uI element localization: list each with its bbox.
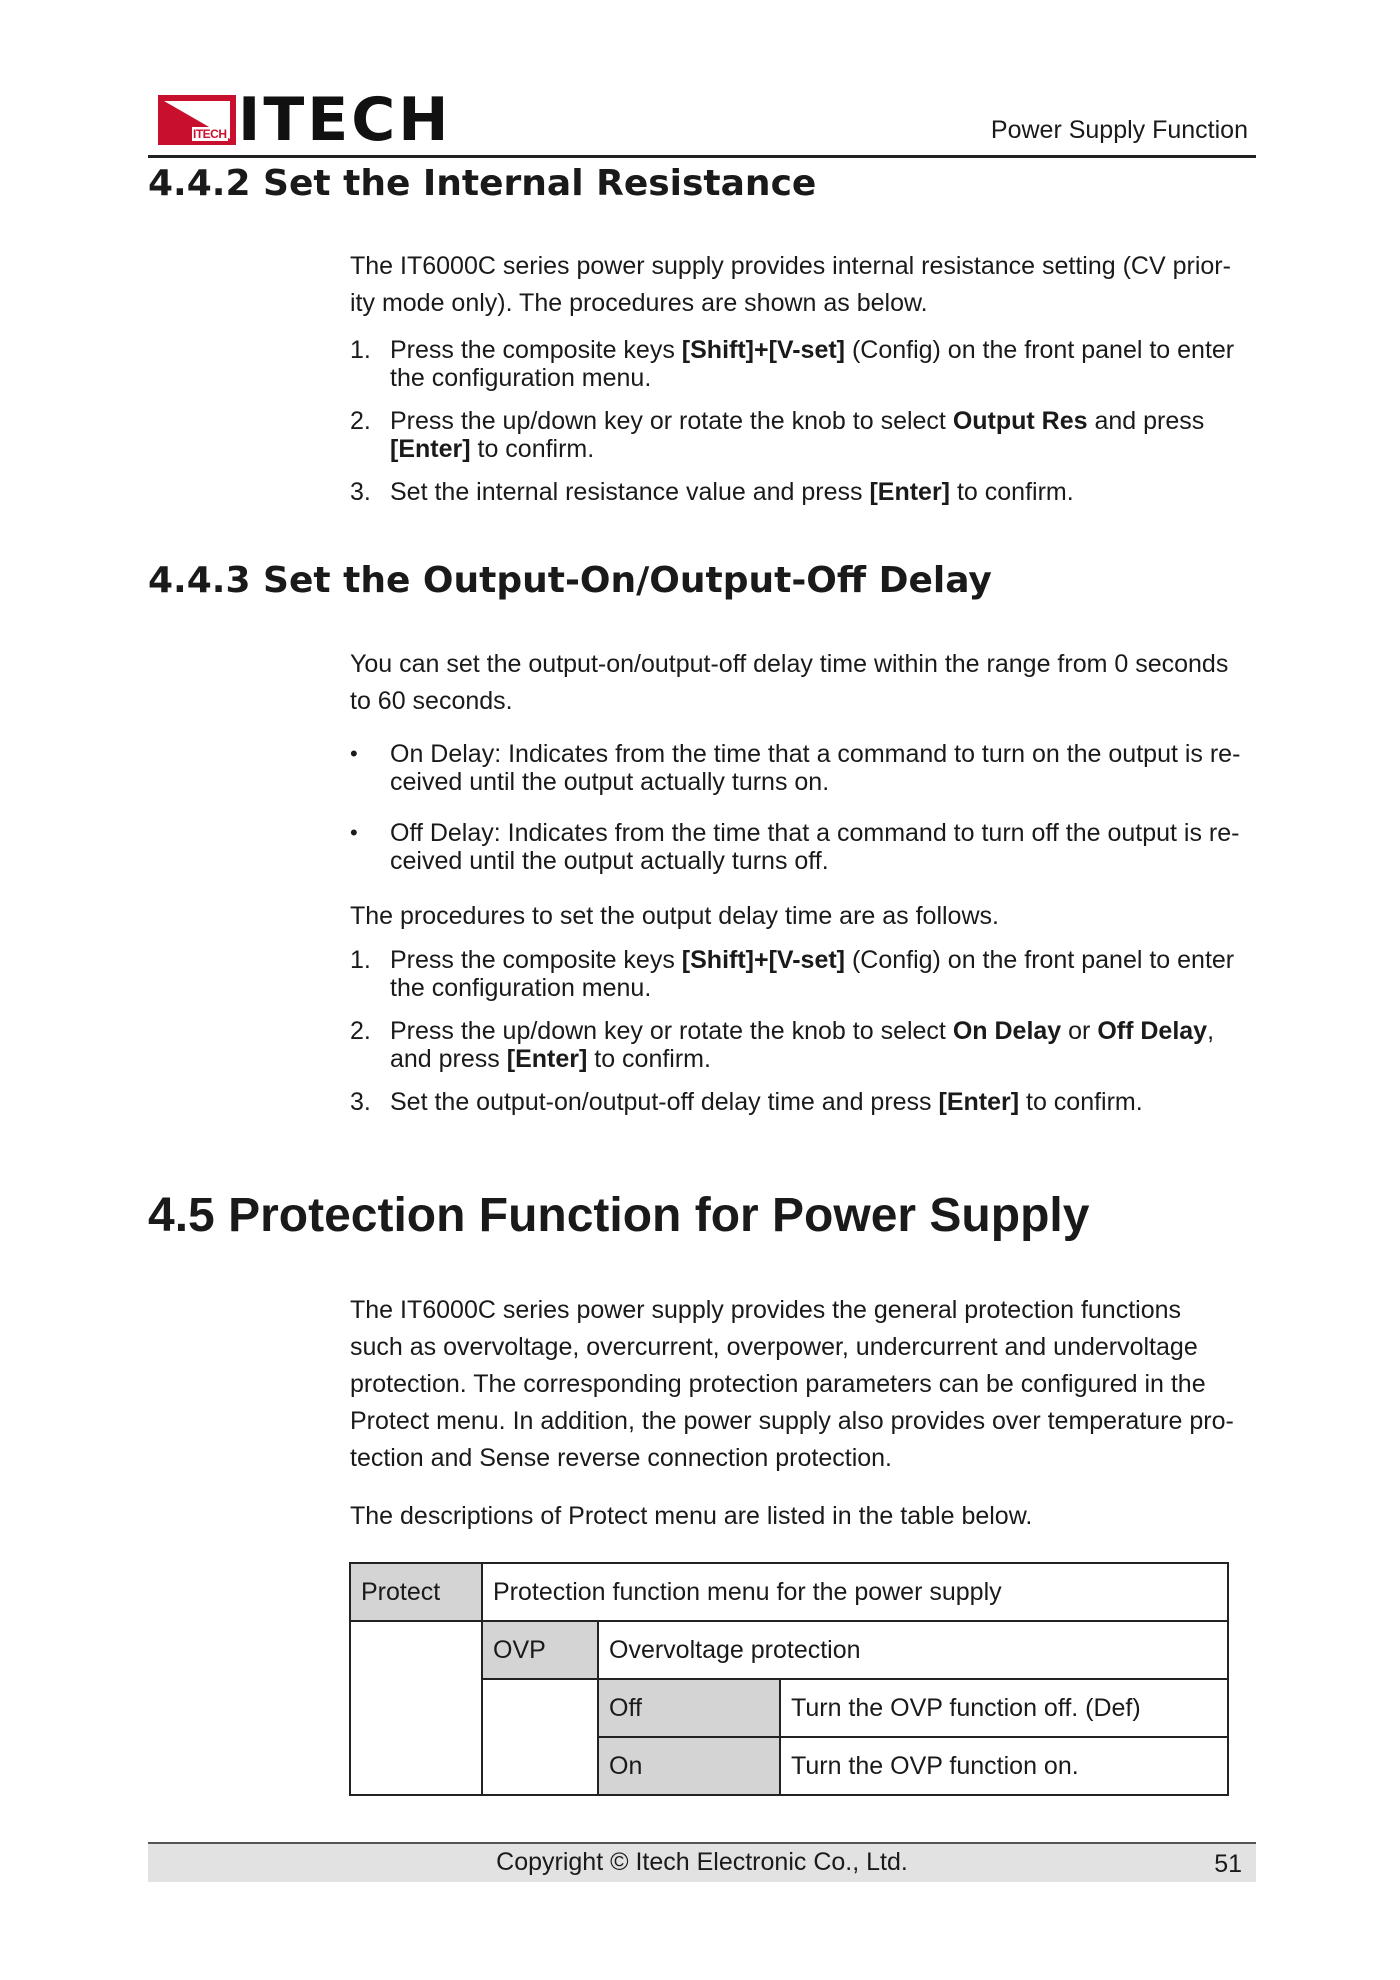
page-footer [148,1842,1256,1882]
table-cell: Turn the OVP function off. (Def) [780,1679,1228,1737]
table-cell: Overvoltage protection [598,1621,1228,1679]
procedures-intro: The procedures to set the output delay time are as follows. [350,902,999,930]
table-cell: Turn the OVP function on. [780,1737,1228,1795]
bullet-item [350,740,1262,796]
copyright-text: Copyright © Itech Electronic Co., Ltd. [496,1848,908,1876]
paragraph-line: Protect menu. In addition, the power supply also provides over temperature pro- [350,1407,1234,1435]
intro-line: ity mode only). The procedures are shown as below. [350,289,928,317]
itech-logo [158,85,452,155]
table-row [350,1563,1228,1621]
table-row [350,1621,1228,1679]
heading-4-4-2: 4.4.2 Set the Internal Resistance [148,163,817,204]
step-key: Off Delay [1097,1017,1208,1045]
step-text: Press the composite keys [390,336,682,364]
step-text: Set the output-on/output-off delay time and press [390,1088,939,1116]
table-cell: Protect [350,1563,482,1621]
step-key: [Enter] [869,478,951,506]
bullet-icon: • [350,820,358,845]
list-item [350,336,1262,392]
logo-text: ITECH [238,85,452,155]
table-cell: On [598,1737,780,1795]
bullet-item [350,819,1262,875]
running-header: Power Supply Function [990,116,1248,144]
logo-mark [158,95,236,145]
list-item [350,1088,1262,1116]
intro-line: You can set the output-on/output-off delay time within the range from 0 seconds [350,650,1229,678]
intro-paragraph-4-4-2 [350,248,1260,322]
step-text: to confirm. [1019,1088,1143,1116]
table-cell-empty [482,1679,598,1795]
bullet-text: On Delay: Indicates from the time that a command to turn on the output is re- [390,740,1241,768]
step-text: Press the up/down key or rotate the knob to select [390,1017,953,1045]
bullet-text: ceived until the output actually turns on. [390,768,830,796]
intro-line: to 60 seconds. [350,687,513,715]
list-number: 1. [350,336,371,364]
protect-menu-table [349,1562,1229,1796]
header-divider [148,155,1256,158]
table-intro: The descriptions of Protect menu are listed in the table below. [350,1502,1033,1530]
step-key: [Shift]+[V-set] [681,336,845,364]
bullet-text: Off Delay: Indicates from the time that a command to turn off the output is re- [390,819,1240,847]
step-key: [Enter] [506,1045,588,1073]
heading-4-4-3: 4.4.3 Set the Output-On/Output-Off Delay [148,560,992,601]
intro-line: The IT6000C series power supply provides internal resistance setting (CV prior- [350,252,1231,280]
paragraph-line: The IT6000C series power supply provides the general protection functions [350,1296,1182,1324]
step-text: and press [390,1045,507,1073]
list-item [350,946,1262,1002]
list-number: 1. [350,946,371,974]
table-cell: Protection function menu for the power supply [482,1563,1228,1621]
step-key: Output Res [952,407,1088,435]
step-text: Press the composite keys [390,946,682,974]
list-item [350,1017,1262,1073]
page-number: 51 [1214,1850,1242,1878]
paragraph-line: protection. The corresponding protection parameters can be configured in the [350,1370,1206,1398]
list-item [350,407,1262,463]
table-row [350,1679,1228,1737]
step-key: On Delay [952,1017,1062,1045]
step-text: to confirm. [587,1045,711,1073]
paragraph-line: tection and Sense reverse connection protection. [350,1444,893,1472]
step-text: to confirm. [470,435,595,463]
step-key: [Enter] [390,435,471,463]
step-text: and press [1087,407,1205,435]
protection-paragraph [350,1292,1260,1477]
step-text: , [1207,1017,1215,1045]
list-item [350,478,1262,506]
table-cell: Off [598,1679,780,1737]
step-text: Set the internal resistance value and press [390,478,870,506]
bullet-icon: • [350,741,358,766]
logo-small-text: ITECH [193,127,227,141]
step-text: the configuration menu. [390,974,652,1002]
table-cell: OVP [482,1621,598,1679]
list-number: 2. [350,1017,371,1045]
step-text: Press the up/down key or rotate the knob to select [390,407,953,435]
step-text: (Config) on the front panel to enter [845,336,1235,364]
step-text: to confirm. [950,478,1074,506]
list-number: 3. [350,1088,371,1116]
step-key: [Enter] [938,1088,1020,1116]
step-text: (Config) on the front panel to enter [845,946,1235,974]
step-text: or [1061,1017,1098,1045]
step-key: [Shift]+[V-set] [681,946,845,974]
table-cell-empty [350,1621,482,1795]
intro-paragraph-4-4-3 [350,646,1260,720]
paragraph-line: such as overvoltage, overcurrent, overpower, undercurrent and undervoltage [350,1333,1198,1361]
list-number: 3. [350,478,371,506]
step-text: the configuration menu. [390,364,652,392]
bullet-text: ceived until the output actually turns off. [390,847,829,875]
heading-4-5: 4.5 Protection Function for Power Supply [148,1189,1090,1242]
list-number: 2. [350,407,371,435]
